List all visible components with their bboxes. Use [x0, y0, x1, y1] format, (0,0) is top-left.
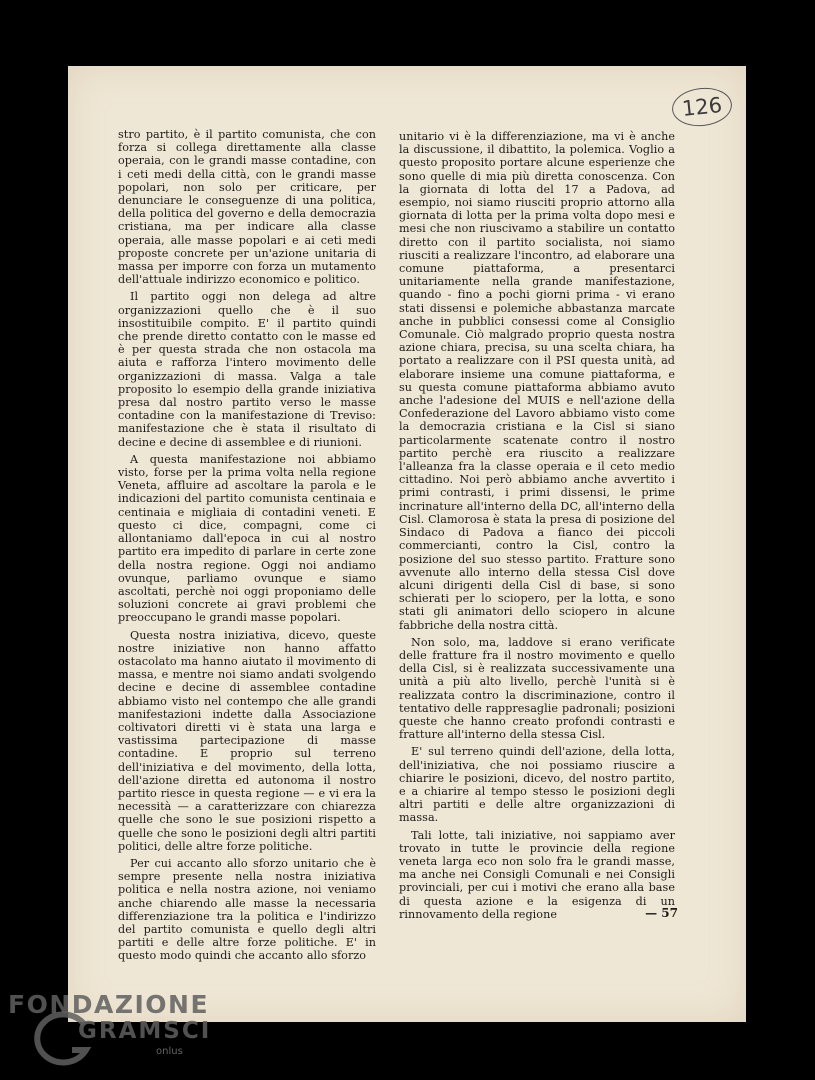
watermark-line2: GRAMSCI	[78, 1018, 212, 1044]
paragraph: A questa manifestazione noi abbiamo visto, forse per la prima volta nella regione Veneta, affluire ad ascoltare la parola e le indicazioni del partito comunista centinaia e centinaia e migliaia di contadini veneti. E questo ci dice, compagni, come ci allontaniamo dall'epoca in cui al nostro partito era impedito di parlare in certe zone della nostra regione. Oggi noi andiamo ovunque, parliamo ovunque e siamo ascoltati, perchè noi oggi proponiamo delle soluzioni concrete ai gravi problemi che preoccupano le grandi masse popolari.	[118, 452, 376, 625]
paragraph: Il partito oggi non delega ad altre organizzazioni quello che è il suo insostituibile compito. E' il partito quindi che prende diretto contatto con le masse ed è per questa strada che non ostacola ma aiuta e rafforza l'intero movimento delle organizzazioni di massa. Valga a tale proposito lo esempio della grande iniziativa presa dal nostro partito verso le masse contadine con la manifestazione di Treviso: manifestazione che è stata il risultato di decine e decine di assemblee e di riunioni.	[118, 290, 376, 449]
folio-stamp: 126	[670, 85, 734, 129]
paragraph: Per cui accanto allo sforzo unitario che è sempre presente nella nostra iniziativa politica e nella nostra azione, noi veniamo anche chiarendo alle masse la necessaria differenziazione tra la politica e l'indirizzo del partito comunista e quello degli altri partiti e delle altre forze politiche. E' in questo modo quindi che accanto allo sforzo	[118, 856, 376, 963]
paragraph: Non solo, ma, laddove si erano verificate delle fratture fra il nostro movimento e quello della Cisl, si è realizzata successivamente una unità a più alto livello, perchè l'unità si è realizzata contro la discriminazione, contro il tentativo delle rappresaglie padronali; posizioni queste che hanno creato profondi contrasti e fratture all'interno della stessa Cisl.	[399, 635, 675, 742]
paragraph: Tali lotte, tali iniziative, noi sappiamo aver trovato in tutte le provincie della regione veneta larga eco non solo fra le grandi masse, ma anche nei Consigli Comunali e nei Consigli provinciali, per cui i motivi che erano alla base di questa azione e la esigenza di un rinnovamento della regione	[399, 828, 675, 921]
watermark-line1: FONDAZIONE	[8, 990, 210, 1019]
paragraph: stro partito, è il partito comunista, che con forza si collega direttamente alla classe operaia, con le grandi masse contadine, con i ceti medi della città, con le grandi masse popolari, non solo per criticare, per denunciare le conseguenze di una politica, della politica del governo e della democrazia cristiana, ma per indicare alla classe operaia, alle masse popolari e ai ceti medi proposte concrete per un'azione unitaria di massa per imporre con forza un mutamento dell'attuale indirizzo economico e politico.	[118, 128, 376, 287]
watermark-onlus: onlus	[156, 1046, 183, 1057]
paragraph: Questa nostra iniziativa, dicevo, queste nostre iniziative non hanno affatto ostacolato ma hanno aiutato il movimento di massa, e mentre noi siamo andati svolgendo decine e decine di assemblee contadine abbiamo visto nel contempo che alle grandi manifestazioni indette dalla Associazione coltivatori diretti vi è stata una larga e vastissima partecipazione di masse contadine. E proprio sul terreno dell'iniziativa e del movimento, della lotta, dell'azione diretta ed autonoma il nostro partito riesce in questa regione — e vi era la necessità — a caratterizzare con chiarezza quelle che sono le sue posizioni rispetto a quelle che sono le posizioni degli altri partiti politici, delle altre forze politiche.	[118, 628, 376, 853]
left-column	[118, 128, 376, 967]
document-page	[68, 66, 746, 1022]
paragraph: E' sul terreno quindi dell'azione, della lotta, dell'iniziativa, che noi possiamo riuscire a chiarire le posizioni, dicevo, del nostro partito, e a chiarire al tempo stesso le posizioni degli altri partiti e delle altre organizzazioni di massa.	[399, 745, 675, 825]
paragraph: unitario vi è la differenziazione, ma vi è anche la discussione, il dibattito, la polemica. Voglio a questo proposito portare alcune esperienze che sono quelle di mia più diretta conoscenza. Con la giornata di lotta del 17 a Padova, ad esempio, noi siamo riusciti proprio attorno alla giornata di lotta per la prima volta dopo mesi e mesi che non riuscivamo a stabilire un contatto diretto con il partito socialista, noi siamo riusciti a realizzare l'incontro, ad elaborare una comune piattaforma, a presentarci unitariamente nella grande manifestazione, quando - fino a pochi giorni prima - vi erano stati dissensi e polemiche abbastanza marcate anche in pubblici consessi come al Consiglio Comunale. Ciò malgrado proprio questa nostra azione chiara, precisa, su una scelta chiara, ha portato a realizzare con il PSI questa unità, ad elaborare insieme una comune piattaforma, e su questa comune piattaforma abbiamo avuto anche l'adesione del MUIS e nell'azione della Confederazione del Lavoro abbiamo visto come la democrazia cristiana e la Cisl si siano particolarmente scatenate contro il nostro partito perchè era riuscito a realizzare l'alleanza fra la classe operaia e il ceto medio cittadino. Noi però abbiamo anche avvertito i primi contrasti, i primi dissensi, le prime incrinature all'interno della DC, all'interno della Cisl. Clamorosa è stata la presa di posizione del Sindaco di Padova a fianco dei piccoli commercianti, contro la Cisl, contro la posizione del suo stesso partito. Fratture sono avvenute allo interno della stessa Cisl dove alcuni dirigenti della Cisl di base, si sono schierati per lo sciopero, per la lotta, e sono stati gli animatori dello sciopero in alcune fabbriche della nostra città.	[399, 130, 675, 632]
page-number: — 57	[645, 906, 678, 920]
right-column	[399, 130, 675, 925]
fondazione-gramsci-watermark	[8, 988, 218, 1078]
